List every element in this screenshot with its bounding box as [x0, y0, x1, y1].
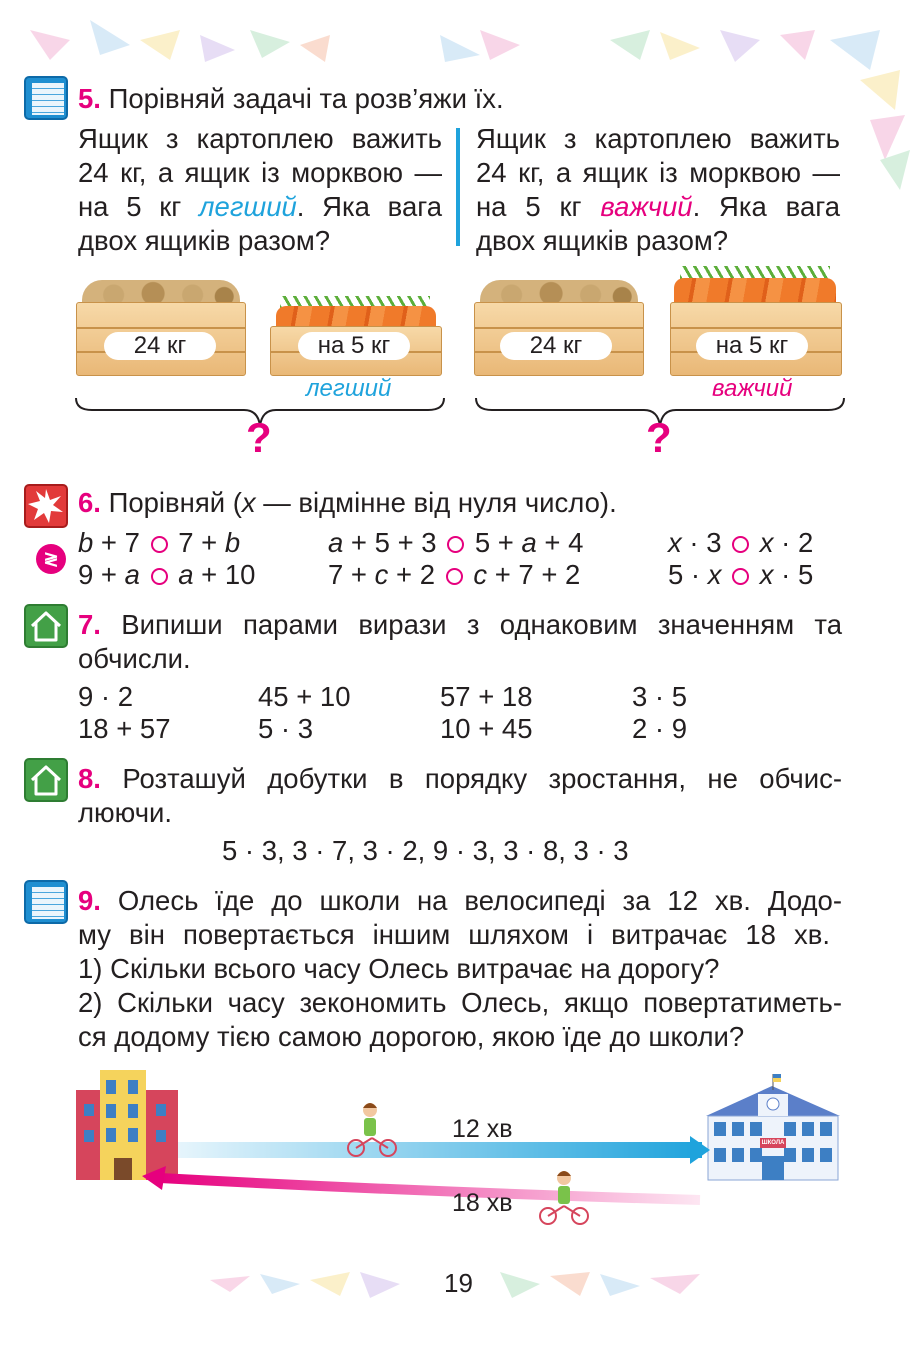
task5-left-line3: на 5 кг легший. Яка вага [78, 191, 442, 222]
page-number: 19 [444, 1268, 473, 1298]
school-building [706, 1074, 840, 1180]
expr: 18 + 57 [78, 713, 171, 744]
task6-heading: 6. Порівняй (x — відмінне від нуля число). [78, 487, 617, 518]
expr: 3 · 5 [632, 681, 688, 712]
notebook-icon [24, 76, 68, 120]
task5-right-line1: Ящик з картоплею важить [476, 123, 840, 154]
tag-heavier: важчий [712, 375, 793, 402]
task5-heading [78, 82, 504, 116]
task9-question2-line2: ся додому тією самою дорогою, якою їде до школи? [78, 1021, 745, 1052]
task5-left-line1: Ящик з картоплею важить [78, 123, 442, 154]
compare-circle[interactable] [446, 568, 463, 585]
expr: 5 · 3 [258, 713, 314, 744]
expr: 2 · 9 [632, 713, 688, 744]
task5-left-line2: 24 кг, а ящик із морквою — [78, 157, 442, 188]
compare-circle[interactable] [732, 536, 749, 553]
task7-line1: 7. Випиши парами вирази з однаковим значенням та [78, 609, 843, 640]
expr: 57 + 18 [440, 681, 533, 712]
compare-item: 9 + a a + 10 [78, 559, 256, 590]
compare-item: 5 · x x · 5 [668, 559, 814, 590]
task5-right-line2: 24 кг, а ящик із морквою — [476, 157, 840, 188]
task8-number: 8. [78, 763, 101, 794]
route-arrow-to-school [178, 1142, 702, 1158]
compare-circle[interactable] [447, 536, 464, 553]
task5-divider [456, 128, 460, 246]
task7-number: 7. [78, 609, 101, 640]
question-mark-left: ? [246, 414, 272, 461]
route-time-bottom: 18 хв [452, 1189, 513, 1217]
task9-question1: 1) Скільки всього часу Олесь витрачає на дорогу? [78, 953, 720, 984]
expr: 9 · 2 [78, 681, 134, 712]
task9-line2: му він повертається іншим шляхом і витрачає 18 хв. [78, 919, 830, 950]
route-time-top: 12 хв [452, 1115, 513, 1143]
products-list: 5 · 3, 3 · 7, 3 · 2, 9 · 3, 3 · 8, 3 · 3 [222, 835, 629, 866]
task5-left-text [78, 122, 442, 258]
crate-weight-label: на 5 кг [696, 332, 808, 360]
question-mark-right: ? [646, 414, 672, 461]
home-building [76, 1070, 178, 1180]
task8-line1: 8. Розташуй добутки в порядку зростання, не обчис- [78, 763, 843, 794]
task5-right-line4: двох ящиків разом? [476, 225, 729, 256]
compare-item: x · 3 x · 2 [668, 527, 814, 558]
task5-right-text [476, 122, 840, 258]
home-icon [24, 604, 68, 648]
home-icon [24, 758, 68, 802]
task5-left-line4: двох ящиків разом? [78, 225, 331, 256]
compare-circle[interactable] [732, 568, 749, 585]
compare-circle[interactable] [151, 568, 168, 585]
task7-line2: обчисли. [78, 643, 191, 674]
tag-lighter: легший [306, 375, 392, 402]
compare-circle[interactable] [151, 536, 168, 553]
route-arrow-to-home [160, 1178, 700, 1200]
heavier-word: важчий [600, 191, 693, 222]
task6-number: 6. [78, 487, 101, 518]
compare-item: a + 5 + 3 5 + a + 4 [328, 527, 584, 558]
compare-item: 7 + c + 2 c + 7 + 2 [328, 559, 581, 590]
crate-weight-label: 24 кг [500, 332, 612, 360]
task5-title: Порівняй задачі та розв’яжи їх. [108, 83, 504, 114]
task8-line2: люючи. [78, 797, 173, 828]
crate-weight-label: на 5 кг [298, 332, 410, 360]
crate-weight-label: 24 кг [104, 332, 216, 360]
task9-number: 9. [78, 885, 101, 916]
task9-line1: 9. Олесь їде до школи на велосипеді за 12 хв. Додо- [78, 885, 843, 916]
lighter-word: легший [199, 191, 297, 222]
expr: 45 + 10 [258, 681, 351, 712]
expr: 10 + 45 [440, 713, 533, 744]
compare-item: b + 7 7 + b [78, 527, 241, 558]
task5-right-line3: на 5 кг важчий. Яка вага [476, 191, 840, 222]
school-sign: ШКОЛА [761, 1140, 785, 1146]
task5-number: 5. [78, 83, 101, 114]
notebook-icon [24, 880, 68, 924]
compare-icon: ≷ [36, 544, 66, 574]
star-burst-icon [24, 484, 68, 528]
task9-question2-line1: 2) Скільки часу зекономить Олесь, якщо повертатиметь- [78, 987, 842, 1018]
